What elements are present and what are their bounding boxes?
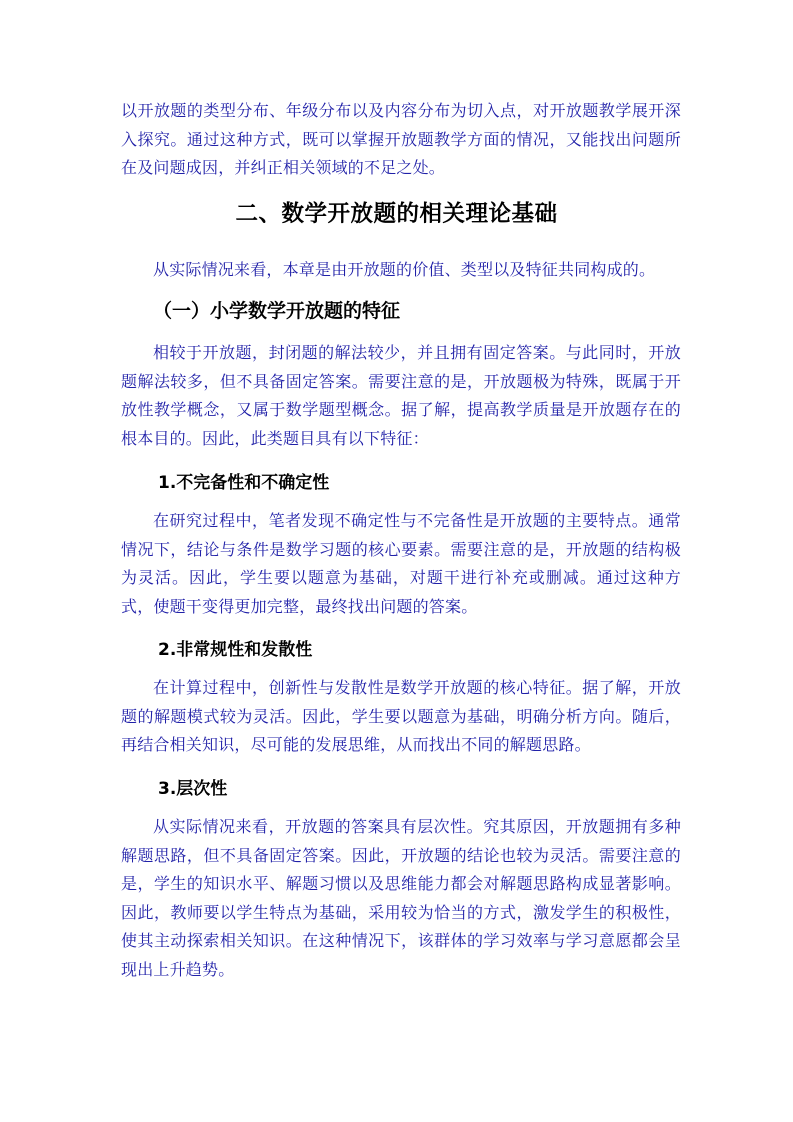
section-title: （一）小学数学开放题的特征 [153,300,401,322]
section-body-paragraph: 相较于开放题，封闭题的解法较少，并且拥有固定答案。与此同时，开放题解法较多，但不具备固定答案。需要注意的是，开放题极为特殊，既属于开放性教学概念，又属于数学题型概念。据了解，提高教学质量是开放题存在的根本目的。因此，此类题目具有以下特征： [121,343,681,448]
feature-title-2: 2.非常规性和发散性 [158,640,313,660]
feature-body-3: 从实际情况来看，开放题的答案具有层次性。究其原因，开放题拥有多种解题思路，但不具备固定答案。因此，开放题的结论也较为灵活。需要注意的是，学生的知识水平、解题习惯以及思维能力都会对解题思路构成显著影响。因此，教师要以学生特点为基础，采用较为恰当的方式，激发学生的积极性，使其主动探索相关知识。在这种情况下，该群体的学习效率与学习意愿都会呈现出上升趋势。 [121,817,681,979]
intro-paragraph: 以开放题的类型分布、年级分布以及内容分布为切入点，对开放题教学展开深入探究。通过这种方式，既可以掌握开放题教学方面的情况，又能找出问题所在及问题成因，并纠正相关领域的不足之处。 [121,101,681,177]
feature-body-1: 在研究过程中，笔者发现不确定性与不完备性是开放题的主要特点。通常情况下，结论与条件是数学习题的核心要素。需要注意的是，开放题的结构极为灵活。因此，学生要以题意为基础，对题干进行补充或删减。通过这种方式，使题干变得更加完整，最终找出问题的答案。 [121,511,681,616]
chapter-title: 二、数学开放题的相关理论基础 [235,201,558,227]
feature-body-2: 在计算过程中，创新性与发散性是数学开放题的核心特征。据了解，开放题的解题模式较为灵活。因此，学生要以题意为基础，明确分析方向。随后，再结合相关知识，尽可能的发展思维，从而找出不同的解题思路。 [121,678,681,754]
feature-title-1: 1.不完备性和不确定性 [158,473,330,493]
feature-title-3: 3.层次性 [158,779,228,799]
chapter-lead-paragraph: 从实际情况来看，本章是由开放题的价值、类型以及特征共同构成的。 [153,260,656,279]
